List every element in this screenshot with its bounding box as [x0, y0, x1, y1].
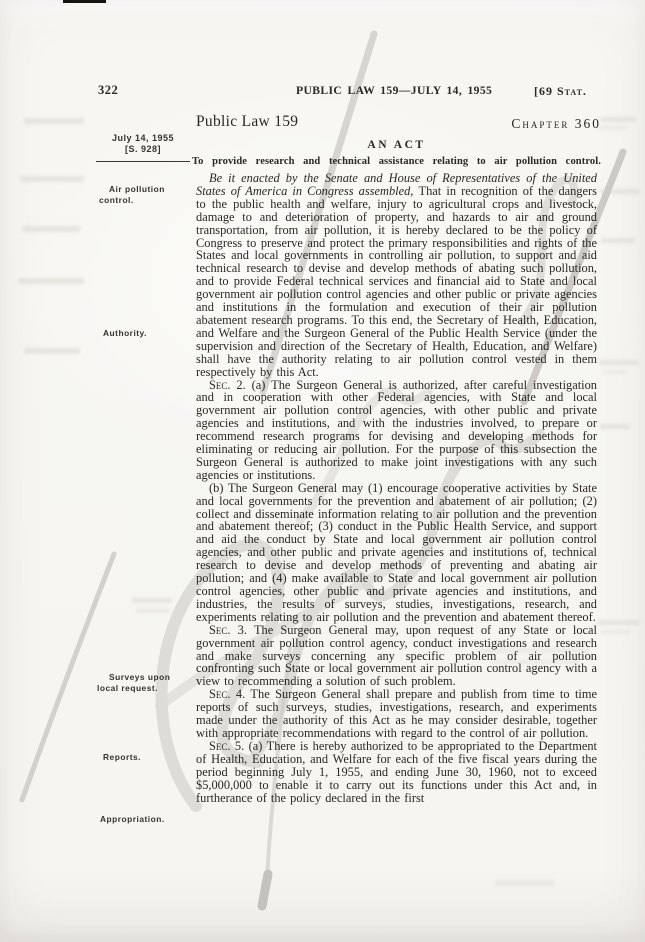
act-label: AN ACT — [367, 139, 426, 151]
margin-note-surveys: Surveys upon local request. — [97, 672, 171, 693]
margin-note-date — [96, 133, 190, 155]
bleedthrough-smudge — [136, 608, 170, 613]
act-title: To provide research and technical assistance relating to air pollution control. — [192, 156, 601, 167]
bleedthrough-smudge — [600, 424, 630, 429]
text-segment: (b) The Surgeon General may (1) encourage cooperative activities by State and local governments for the prevention and abatement of air pollution; (2) collect and disseminate information relating to air pollution and the prevention and abatement thereof; (3) conduct in the Public Health Service, and support and aid the conduct by State and local government air pollution control agencies, and other public and private agencies and institutions of, technical research to devise and develop methods of preventing and abating air pollution; and (4) make available to State and local government air pollution control agencies, other public and private agencies and institutions, and industries, the results of surveys, studies, investigations, research, and experiments relating to air pollution and the prevention and abatement thereof. — [196, 480, 597, 624]
bleedthrough-smudge — [600, 189, 640, 194]
chapter-heading: Chapter 360 — [511, 116, 601, 131]
margin-note-rule — [96, 161, 190, 162]
bleedthrough-smudge — [601, 238, 635, 243]
margin-note-air-pollution-control: Air pollution control. — [99, 184, 165, 205]
margin-note-date-line1: July 14, 1955 — [111, 133, 175, 143]
margin-note-reports: Reports. — [103, 752, 141, 762]
body-paragraph-4 — [196, 624, 597, 689]
bleedthrough-smudge — [24, 118, 84, 124]
bleedthrough-smudge — [20, 176, 84, 182]
bleedthrough-smudge — [600, 630, 630, 634]
bleedthrough-smudge — [132, 598, 172, 603]
text-segment: Sec. 3. — [209, 622, 247, 637]
text-segment: Sec. 2. — [209, 377, 246, 392]
bleedthrough-smudge — [18, 278, 84, 284]
scan-edge-mark — [63, 0, 106, 3]
bleedthrough-smudge — [602, 370, 628, 374]
text-segment: That in recognition of the dangers to the public health and welfare, injury to agricultural crops and livestock, damage to and deterioration of property, and hazards to air and ground transportation, from air pollution, it is hereby declared to be the policy of Congress to preserve and protect the primary responsibilities and rights of the States and local governments in controlling air pollution, to support and aid technical research to devise and develop methods of abating such pollution, and to provide Federal technical services and financial aid to State and local government air pollution control agencies and other public or private agencies and institutions in the formulation and execution of their air pollution abatement research programs. To this end, the Secretary of Health, Education, and Welfare and the Surgeon General of the Public Health Service (under the supervision and direction of the Secretary of Health, Education, and Welfare) shall have the authority relating to air pollution control vested in them respectively by this Act. — [196, 183, 597, 379]
running-header-title: PUBLIC LAW 159—JULY 14, 1955 — [296, 84, 493, 97]
margin-note-bill-number: [S. 928] — [124, 144, 161, 154]
text-segment: Be it enacted by the Senate and House of Representatives of the United States of America in Congress assembled, — [196, 171, 597, 198]
margin-note-appropriation: Appropriation. — [100, 814, 165, 824]
statutes-citation: [69 Stat. — [534, 84, 587, 98]
law-name: Public Law 159 — [196, 113, 299, 130]
margin-note-authority: Authority. — [103, 328, 147, 338]
bleedthrough-smudge — [600, 117, 636, 122]
statute-body-text — [196, 172, 597, 804]
bleedthrough-smudge — [22, 226, 80, 232]
text-segment: Sec. 4. — [209, 687, 246, 702]
body-paragraph-1 — [196, 172, 597, 379]
bleedthrough-smudge — [598, 126, 628, 130]
body-paragraph-6 — [196, 740, 597, 805]
text-segment: (a) The Surgeon General is authorized, after careful investigation and in cooperation with other Federal agencies, with State and local government air pollution control agencies, with other public and private agencies and institutions, and with the industries involved, to prepare or recommend research programs for devising and developing methods for eliminating or reducing air pollution. For the purpose of this subsection the Surgeon General is authorized to make joint investigations with any such agencies or institutions. — [196, 377, 598, 482]
text-segment: The Surgeon General shall prepare and publish from time to time reports of such surveys, studies, investigations, research, and experiments made under the authority of this Act as he may consider desirable, together with appropriate recommendations with regard to the control of air pollution. — [196, 687, 597, 740]
body-paragraph-2 — [196, 379, 597, 482]
page-number: 322 — [98, 83, 119, 97]
text-segment: (a) There is hereby authorized to be appropriated to the Department of Health, Education, and Welfare for each of the five fiscal years during the period beginning July 1, 1955, and ending June 30, 1960, not to exceed $5,000,000 to enable it to carry out its functions under this Act and, in furtherance of the policy declared in the first — [196, 738, 597, 805]
bleedthrough-smudge — [24, 348, 80, 354]
text-segment: The Surgeon General may, upon request of any State or local government air pollution control agency, conduct investigations and research and make surveys concerning any specific problem of air pollution confronting such State or local government air pollution control agency with a view to recommending a solution of such problem. — [196, 622, 597, 689]
bleedthrough-smudge — [495, 880, 555, 886]
text-segment: Sec. 5. — [209, 738, 245, 753]
body-paragraph-3 — [196, 482, 597, 624]
bleedthrough-smudge — [599, 360, 639, 365]
bleedthrough-smudge — [598, 620, 640, 625]
body-paragraph-5 — [196, 688, 597, 740]
bottom-dash — [262, 874, 268, 906]
